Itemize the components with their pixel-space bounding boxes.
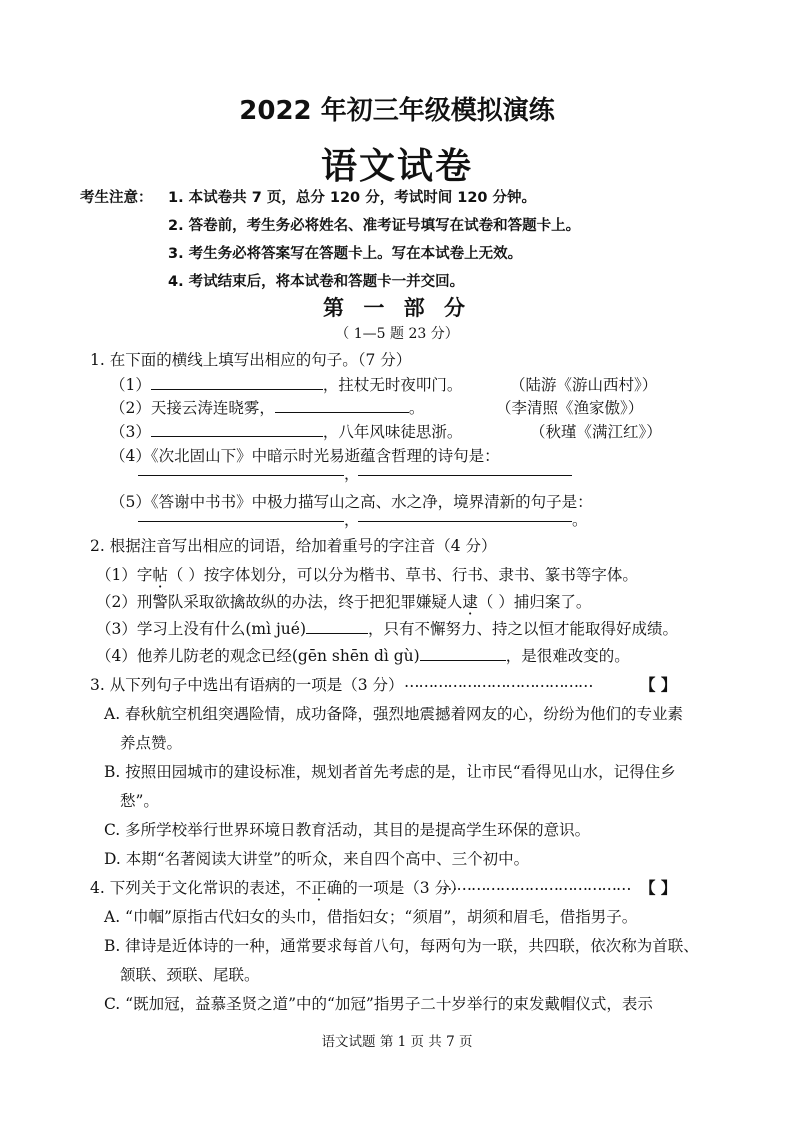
answer-bracket[interactable]: 【 】 [640,878,677,897]
notice-item: 3. 考生务必将答案写在答题卡上。写在本试卷上无效。 [168,246,523,262]
item-text: 《答谢中书书》中极力描写山之高、水之净，境界清新的句子是： [150,493,593,511]
option-b: B. 按照田园城市的建设标准，规划者首先考虑的是，让市民“看得见山水，记得住乡 [104,763,676,781]
option-b-cont: 愁”。 [120,792,159,810]
dotted-char: 逮 [462,593,478,611]
notice-item: 4. 考试结束后，将本试卷和答题卡一并交回。 [168,274,465,290]
stem-text: 4. 下列关于文化常识的表述， [90,879,296,897]
option-b-cont: 颔联、颈联、尾联。 [120,966,260,984]
leader-dots: ………………………………… [404,673,593,691]
option-a-cont: 养点赞。 [120,734,183,752]
item-number: （5） [110,493,151,511]
end-mark: 。 [572,511,588,529]
item-number: （1） [110,376,151,394]
q2-item-2 [96,590,591,612]
q2-item-3 [96,617,678,639]
question-stem: 2. 根据注音写出相应的词语，给加着重号的字注音（4 分） [90,537,497,555]
item-text: ，是很难改变的。 [505,647,630,665]
question-stem: 1. 在下面的横线上填写出相应的句子。（7 分） [90,351,412,369]
part-range: （ 1—5 题 23 分） [335,326,459,342]
item-text: ，只有不懈努力、持之以恒才能取得好成绩。 [368,620,679,638]
q1-item-2 [110,396,424,418]
item-number: （3） [96,620,137,638]
answer-blank[interactable] [358,474,572,476]
item-text: 字 [136,566,153,584]
item-number: （2） [96,593,137,611]
option-c: C. “既加冠，益慕圣贤之道”中的“加冠”指男子二十岁举行的束发戴帽仪式，表示 [104,995,653,1013]
answer-blank[interactable] [358,520,572,522]
answer-blank[interactable] [420,644,506,661]
answer-bracket[interactable]: 【 】 [640,675,677,694]
answer-blank[interactable] [138,474,344,476]
notice-item: 2. 答卷前，考生务必将姓名、准考证号填写在试卷和答题卡上。 [168,218,581,234]
item-number: （4） [96,647,137,665]
item-number: （1） [96,566,137,584]
separator: ， [344,511,360,529]
item-source: （李清照《渔家傲》） [496,399,644,417]
notice-label: 考生注意： [80,190,153,206]
item-text: 他养儿防老的观念已经(gēn shēn dì gù) [136,647,420,665]
item-text: （ ）按字体划分，可以分为楷书、草书、行书、隶书、篆书等字体。 [167,566,638,584]
answer-blank[interactable] [138,520,344,522]
answer-blank[interactable] [151,420,323,437]
q1-item-3 [110,420,462,442]
dotted-text: 不正确 [295,879,343,897]
separator: ， [344,465,360,483]
option-a: A. “巾帼”原指古代妇女的头巾，借指妇女；“须眉”，胡须和眉毛，借指男子。 [104,908,638,926]
option-a: A. 春秋航空机组突遇险情，成功备降，强烈地震撼着网友的心，纷纷为他们的专业素 [104,705,684,723]
item-number: （3） [110,423,151,441]
question-stem: 3. 从下列句子中选出有语病的一项是（3 分） [90,676,404,694]
option-b: B. 律诗是近体诗的一种，通常要求每首八句，每两句为一联，共四联，依次称为首联、 [104,937,699,955]
item-source: （陆游《游山西村》） [510,376,658,394]
part-title: 第 一 部 分 [323,296,471,320]
item-number: （2） [110,399,151,417]
item-text: ，八年风味徒思浙。 [322,423,463,441]
item-text: 《次北固山下》中暗示时光易逝蕴含哲理的诗句是： [150,447,500,465]
item-text: 学习上没有什么(mì jué) [136,620,307,638]
option-d: D. 本期“名著阅读大讲堂”的听众，来自四个高中、三个初中。 [104,850,530,868]
answer-blank[interactable] [306,617,368,634]
notice-item: 1. 本试卷共 7 页，总分 120 分，考试时间 120 分钟。 [168,190,537,206]
item-text: 天接云涛连晓雾， [150,399,275,417]
option-c: C. 多所学校举行世界环境日教育活动，其目的是提高学生环保的意识。 [104,821,591,839]
question-stem [90,876,466,898]
subject-title: 语文试卷 [320,146,473,187]
leader-dots: ………………………………… [442,876,631,894]
q2-item-4 [96,644,630,666]
item-text: 。 [408,399,425,417]
answer-blank[interactable] [275,396,409,413]
answer-blank[interactable] [151,373,323,390]
dotted-char: 帖 [152,566,168,584]
q1-item-1 [110,373,462,395]
q2-item-1 [96,563,638,585]
exam-title: 2022 年初三年级模拟演练 [239,96,555,126]
item-number: （4） [110,447,151,465]
item-source: （秋瑾《满江红》） [530,423,662,441]
page-footer: 语文试题 第 1 页 共 7 页 [321,1034,473,1050]
q1-item-4 [110,444,500,466]
item-text: ，拄杖无时夜叩门。 [322,376,463,394]
item-text: （ ）捕归案了。 [477,593,592,611]
item-text: 刑警队采取欲擒故纵的办法，终于把犯罪嫌疑人 [136,593,463,611]
stem-text: 的一项是（3 分） [342,879,466,897]
